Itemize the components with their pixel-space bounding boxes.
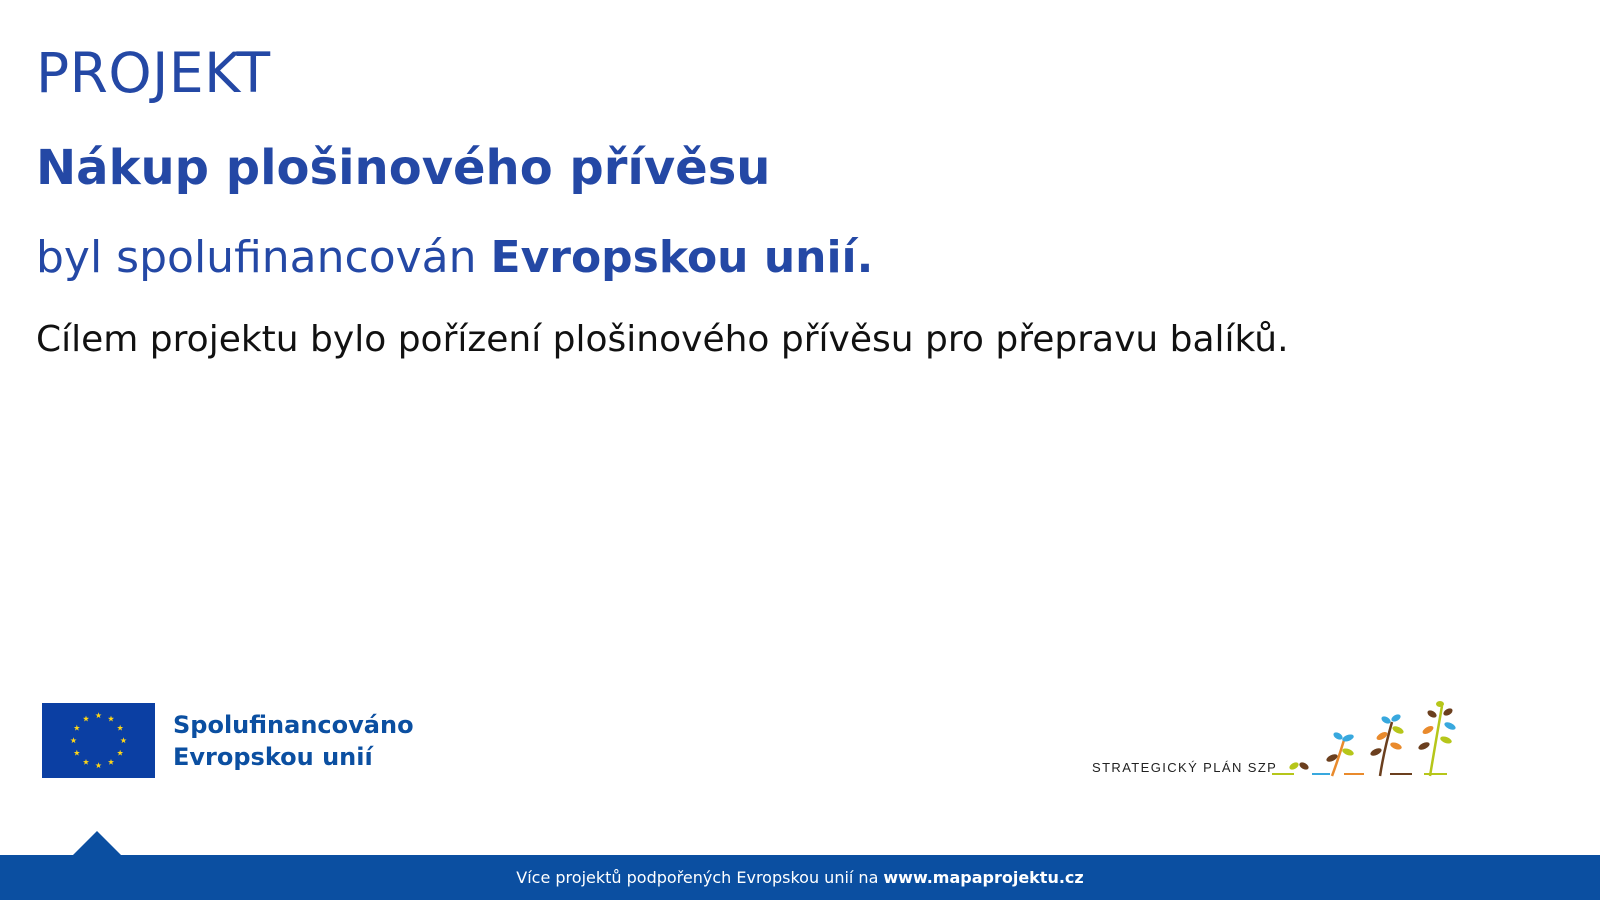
project-description: Cílem projektu bylo pořízení plošinového přívěsu pro přepravu balíků. bbox=[36, 319, 1289, 360]
eu-cofunded-logo bbox=[42, 703, 414, 778]
szp-logo bbox=[1092, 700, 1472, 780]
eu-logo-line2: Evropskou unií bbox=[173, 742, 373, 771]
szp-logo-text: STRATEGICKÝ PLÁN SZP bbox=[1092, 760, 1278, 775]
section-label: PROJEKT bbox=[36, 41, 271, 105]
footer-link[interactable]: www.mapaprojektu.cz bbox=[883, 868, 1084, 887]
cofinancing-prefix: byl spolufinancován bbox=[36, 232, 477, 283]
eu-logo-line1: Spolufinancováno bbox=[173, 710, 414, 739]
footer-notch bbox=[73, 831, 121, 855]
sprouts-icon bbox=[1272, 700, 1472, 780]
footer-bar bbox=[0, 855, 1600, 900]
cofinancing-statement bbox=[36, 232, 873, 285]
eu-flag-icon bbox=[42, 703, 155, 778]
eu-logo-text bbox=[173, 709, 414, 773]
cofinancing-highlight: Evropskou unií. bbox=[490, 232, 874, 283]
project-title: Nákup plošinového přívěsu bbox=[36, 140, 771, 196]
footer-text: Více projektů podpořených Evropskou unií na bbox=[516, 868, 879, 887]
